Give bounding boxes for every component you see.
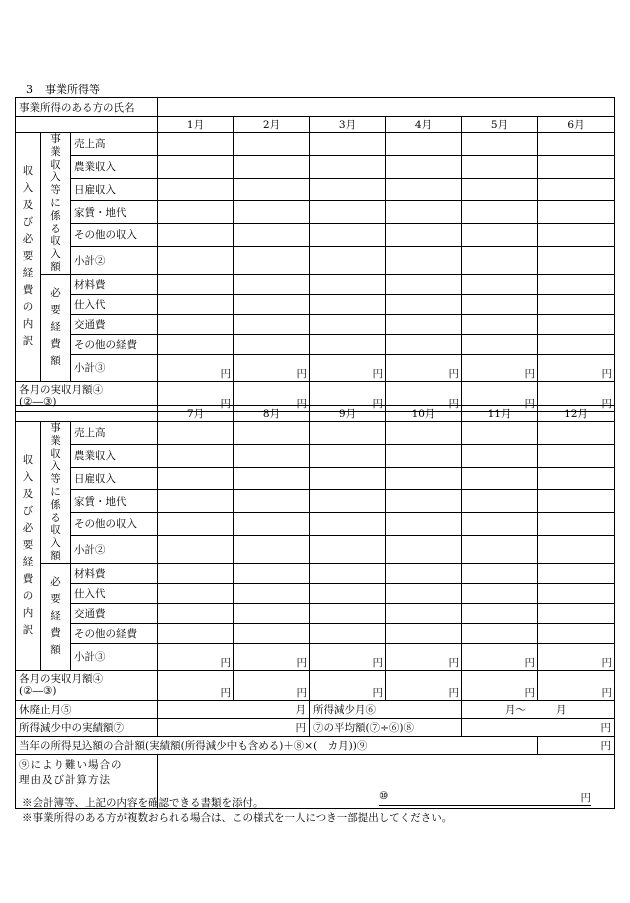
input-cell[interactable] (538, 155, 615, 178)
input-cell[interactable] (234, 467, 310, 490)
input-cell[interactable] (386, 201, 462, 224)
input-cell[interactable] (158, 603, 234, 623)
month-header: 11月 (462, 406, 538, 422)
input-cell[interactable] (158, 133, 234, 156)
item10-mark: ⑩ (379, 789, 389, 802)
income-group-label: 事 業 収 入 等 に 係 る 収 入 額 (41, 133, 71, 275)
input-cell[interactable] (386, 490, 462, 513)
yen-cell[interactable]: 円 (234, 643, 310, 670)
input-cell[interactable] (462, 603, 538, 623)
input-cell[interactable] (462, 535, 538, 563)
main-group-label: 収 入 及 び 必 要 経 費 の 内 訳 (16, 133, 41, 382)
input-cell[interactable] (310, 535, 386, 563)
income-table-first-half (15, 97, 615, 412)
yen-cell[interactable]: 円 (158, 643, 234, 670)
yen-cell[interactable]: 円 (234, 381, 310, 411)
input-cell[interactable] (234, 155, 310, 178)
input-cell[interactable] (462, 623, 538, 643)
input-cell[interactable] (234, 603, 310, 623)
input-cell[interactable] (158, 246, 234, 274)
row-label: 小計③ (71, 643, 158, 670)
input-cell[interactable] (386, 563, 462, 583)
decrease-months-label: 所得減少月⑥ (310, 700, 462, 718)
input-cell[interactable] (234, 513, 310, 536)
yen-cell[interactable]: 円 (234, 670, 310, 700)
row-label: その他の収入 (71, 513, 158, 536)
input-cell[interactable] (386, 246, 462, 274)
decrease-months-range: 月～ (505, 703, 526, 716)
input-cell[interactable] (234, 274, 310, 294)
input-cell[interactable] (158, 467, 234, 490)
input-cell[interactable] (538, 535, 615, 563)
month-header: 9月 (310, 406, 386, 422)
input-cell[interactable] (462, 201, 538, 224)
input-cell[interactable] (310, 444, 386, 467)
row-label: 材料費 (71, 563, 158, 583)
yen-cell[interactable]: 円 (462, 670, 538, 700)
month-header: 1月 (158, 117, 234, 133)
input-cell[interactable] (462, 490, 538, 513)
yen-cell[interactable]: 円 (158, 670, 234, 700)
input-cell[interactable] (538, 563, 615, 583)
input-cell[interactable] (310, 422, 386, 445)
input-cell[interactable] (310, 623, 386, 643)
input-cell[interactable] (158, 563, 234, 583)
main-group-label: 収 入 及 び 必 要 経 費 の 内 訳 (16, 422, 41, 671)
input-cell[interactable] (234, 294, 310, 314)
input-cell[interactable] (310, 155, 386, 178)
input-cell[interactable] (310, 133, 386, 156)
month-header: 3月 (310, 117, 386, 133)
yen-cell[interactable]: 円 (462, 643, 538, 670)
input-cell[interactable] (234, 563, 310, 583)
input-cell[interactable] (234, 490, 310, 513)
input-cell[interactable] (462, 246, 538, 274)
input-cell[interactable] (386, 294, 462, 314)
input-cell[interactable] (158, 490, 234, 513)
row-label: その他の経費 (71, 623, 158, 643)
input-cell[interactable] (310, 314, 386, 334)
input-cell[interactable] (158, 623, 234, 643)
yen-cell[interactable]: 円 (538, 354, 615, 381)
input-cell[interactable] (538, 603, 615, 623)
row-label: 日雇収入 (71, 178, 158, 201)
closure-month-field[interactable]: 月 (158, 700, 310, 718)
note-item: ※会計簿等、上記の内容を確認できる書類を添付。 (22, 797, 264, 809)
input-cell[interactable] (234, 334, 310, 354)
row-label: 家賃・地代 (71, 490, 158, 513)
input-cell[interactable] (234, 246, 310, 274)
average-label: ⑦の平均額(⑦÷⑥)⑧ (310, 718, 462, 736)
input-cell[interactable] (234, 422, 310, 445)
input-cell[interactable] (462, 155, 538, 178)
row-label: 売上高 (71, 133, 158, 156)
note-item: ※事業所得のある方が複数おられる場合は、この様式を一人につき一部提出してください。 (22, 812, 453, 825)
yen-cell[interactable]: 円 (158, 354, 234, 381)
input-cell[interactable] (234, 535, 310, 563)
input-cell[interactable] (310, 274, 386, 294)
yen-cell[interactable]: 円 (386, 354, 462, 381)
row-label: 材料費 (71, 274, 158, 294)
input-cell[interactable] (158, 535, 234, 563)
yen-cell[interactable]: 円 (310, 643, 386, 670)
input-cell[interactable] (538, 334, 615, 354)
month-header: 2月 (234, 117, 310, 133)
input-cell[interactable] (158, 583, 234, 603)
yen-cell[interactable]: 円 (386, 643, 462, 670)
row-label: 日雇収入 (71, 467, 158, 490)
month-header: 6月 (538, 117, 615, 133)
input-cell[interactable] (538, 294, 615, 314)
input-cell[interactable] (386, 178, 462, 201)
owner-name-field[interactable] (158, 98, 615, 117)
estimated-total-label: 当年の所得見込額の合計額(実績額(所得減少中も含める)＋⑧×( カ月))⑨ (16, 736, 538, 754)
row-label: その他の収入 (71, 224, 158, 247)
input-cell[interactable] (386, 623, 462, 643)
monthly-net-label: 各月の実収月額④ (②―③) (16, 670, 158, 700)
input-cell[interactable] (386, 467, 462, 490)
input-cell[interactable] (234, 178, 310, 201)
monthly-net-label: 各月の実収月額④ (②―③) (16, 381, 158, 411)
row-label: 売上高 (71, 422, 158, 445)
input-cell[interactable] (158, 224, 234, 247)
input-cell[interactable] (538, 490, 615, 513)
input-cell[interactable] (462, 334, 538, 354)
closure-month-label: 休廃止月⑤ (16, 700, 158, 718)
expense-group-label: 必 要 経 費 額 (41, 563, 71, 670)
input-cell[interactable] (310, 467, 386, 490)
input-cell[interactable] (386, 334, 462, 354)
input-cell[interactable] (386, 133, 462, 156)
yen-cell[interactable]: 円 (538, 670, 615, 700)
input-cell[interactable] (462, 274, 538, 294)
input-cell[interactable] (386, 274, 462, 294)
input-cell[interactable] (234, 201, 310, 224)
section-heading: 事業所得等 (45, 83, 100, 96)
input-cell[interactable] (234, 314, 310, 334)
row-label: 交通費 (71, 314, 158, 334)
input-cell[interactable] (310, 224, 386, 247)
expense-group-label: 必 要 経 費 額 (41, 274, 71, 381)
month-header-blank (16, 406, 158, 422)
input-cell[interactable] (310, 490, 386, 513)
yen-cell[interactable]: 円 (538, 381, 615, 411)
input-cell[interactable] (158, 513, 234, 536)
yen-cell[interactable]: 円 (538, 643, 615, 670)
input-cell[interactable] (310, 334, 386, 354)
yen-cell[interactable]: 円 (234, 354, 310, 381)
input-cell[interactable] (234, 623, 310, 643)
input-cell[interactable] (158, 444, 234, 467)
input-cell[interactable] (538, 178, 615, 201)
input-cell[interactable] (310, 563, 386, 583)
input-cell[interactable] (538, 467, 615, 490)
month-header-blank (16, 117, 158, 133)
row-label: 農業収入 (71, 155, 158, 178)
month-header-row (16, 406, 615, 422)
input-cell[interactable] (538, 224, 615, 247)
input-cell[interactable] (310, 201, 386, 224)
month-header: 10月 (386, 406, 462, 422)
yen-cell[interactable]: 円 (462, 381, 538, 411)
average-field[interactable]: 円 (462, 718, 615, 736)
yen-cell[interactable]: 円 (386, 381, 462, 411)
row-label: 小計② (71, 535, 158, 563)
actual-during-decrease-label: 所得減少中の実績額⑦ (16, 718, 158, 736)
row-label: 農業収入 (71, 444, 158, 467)
input-cell[interactable] (538, 444, 615, 467)
input-cell[interactable] (234, 583, 310, 603)
input-cell[interactable] (386, 583, 462, 603)
input-cell[interactable] (538, 133, 615, 156)
input-cell[interactable] (234, 224, 310, 247)
input-cell[interactable] (310, 294, 386, 314)
month-header: 12月 (538, 406, 615, 422)
actual-during-decrease-field[interactable]: 円 (158, 718, 310, 736)
section-number: 3 (26, 83, 33, 96)
estimated-total-field[interactable]: 円 (538, 736, 615, 754)
input-cell[interactable] (462, 294, 538, 314)
input-cell[interactable] (310, 603, 386, 623)
input-cell[interactable] (158, 201, 234, 224)
input-cell[interactable] (386, 422, 462, 445)
input-cell[interactable] (538, 513, 615, 536)
input-cell[interactable] (158, 422, 234, 445)
row-label: 小計③ (71, 354, 158, 381)
input-cell[interactable] (386, 224, 462, 247)
input-cell[interactable] (538, 201, 615, 224)
input-cell[interactable] (462, 467, 538, 490)
notes (22, 796, 452, 826)
input-cell[interactable] (462, 422, 538, 445)
input-cell[interactable] (386, 444, 462, 467)
row-label: 小計② (71, 246, 158, 274)
input-cell[interactable] (158, 294, 234, 314)
row-label: 家賃・地代 (71, 201, 158, 224)
month-header: 5月 (462, 117, 538, 133)
input-cell[interactable] (386, 603, 462, 623)
input-cell[interactable] (310, 513, 386, 536)
input-cell[interactable] (386, 513, 462, 536)
input-cell[interactable] (386, 535, 462, 563)
yen-cell[interactable]: 円 (310, 670, 386, 700)
input-cell[interactable] (310, 246, 386, 274)
yen-cell[interactable]: 円 (158, 381, 234, 411)
item10-yen: 円 (580, 791, 591, 804)
input-cell[interactable] (538, 422, 615, 445)
input-cell[interactable] (234, 444, 310, 467)
input-cell[interactable] (158, 274, 234, 294)
owner-name-label: 事業所得のある方の氏名 (16, 98, 158, 117)
input-cell[interactable] (310, 583, 386, 603)
input-cell[interactable] (158, 155, 234, 178)
month-header-row (16, 117, 615, 133)
decrease-months-field[interactable] (462, 700, 615, 718)
input-cell[interactable] (386, 155, 462, 178)
yen-cell[interactable]: 円 (310, 354, 386, 381)
input-cell[interactable] (462, 583, 538, 603)
input-cell[interactable] (462, 444, 538, 467)
input-cell[interactable] (462, 314, 538, 334)
row-label: 仕入代 (71, 583, 158, 603)
input-cell[interactable] (462, 178, 538, 201)
input-cell[interactable] (538, 246, 615, 274)
month-header: 7月 (158, 406, 234, 422)
month-header: 8月 (234, 406, 310, 422)
input-cell[interactable] (538, 583, 615, 603)
yen-cell[interactable]: 円 (462, 354, 538, 381)
row-label: その他の経費 (71, 334, 158, 354)
income-group-label: 事 業 収 入 等 に 係 る 収 入 額 (41, 422, 71, 564)
input-cell[interactable] (538, 623, 615, 643)
input-cell[interactable] (310, 178, 386, 201)
input-cell[interactable] (462, 513, 538, 536)
input-cell[interactable] (462, 224, 538, 247)
input-cell[interactable] (462, 133, 538, 156)
input-cell[interactable] (538, 314, 615, 334)
input-cell[interactable] (158, 178, 234, 201)
input-cell[interactable] (158, 314, 234, 334)
decrease-months-end: 月 (556, 703, 567, 716)
month-header: 4月 (386, 117, 462, 133)
row-label: 仕入代 (71, 294, 158, 314)
income-table-second-half (15, 405, 615, 809)
input-cell[interactable] (462, 563, 538, 583)
input-cell[interactable] (386, 314, 462, 334)
input-cell[interactable] (538, 274, 615, 294)
input-cell[interactable] (158, 334, 234, 354)
difficulty-label: ⑨により難い場合の 理由及び計算方法 (16, 754, 158, 808)
row-label: 交通費 (71, 603, 158, 623)
yen-cell[interactable]: 円 (310, 381, 386, 411)
input-cell[interactable] (234, 133, 310, 156)
yen-cell[interactable]: 円 (386, 670, 462, 700)
section-title (26, 81, 112, 97)
